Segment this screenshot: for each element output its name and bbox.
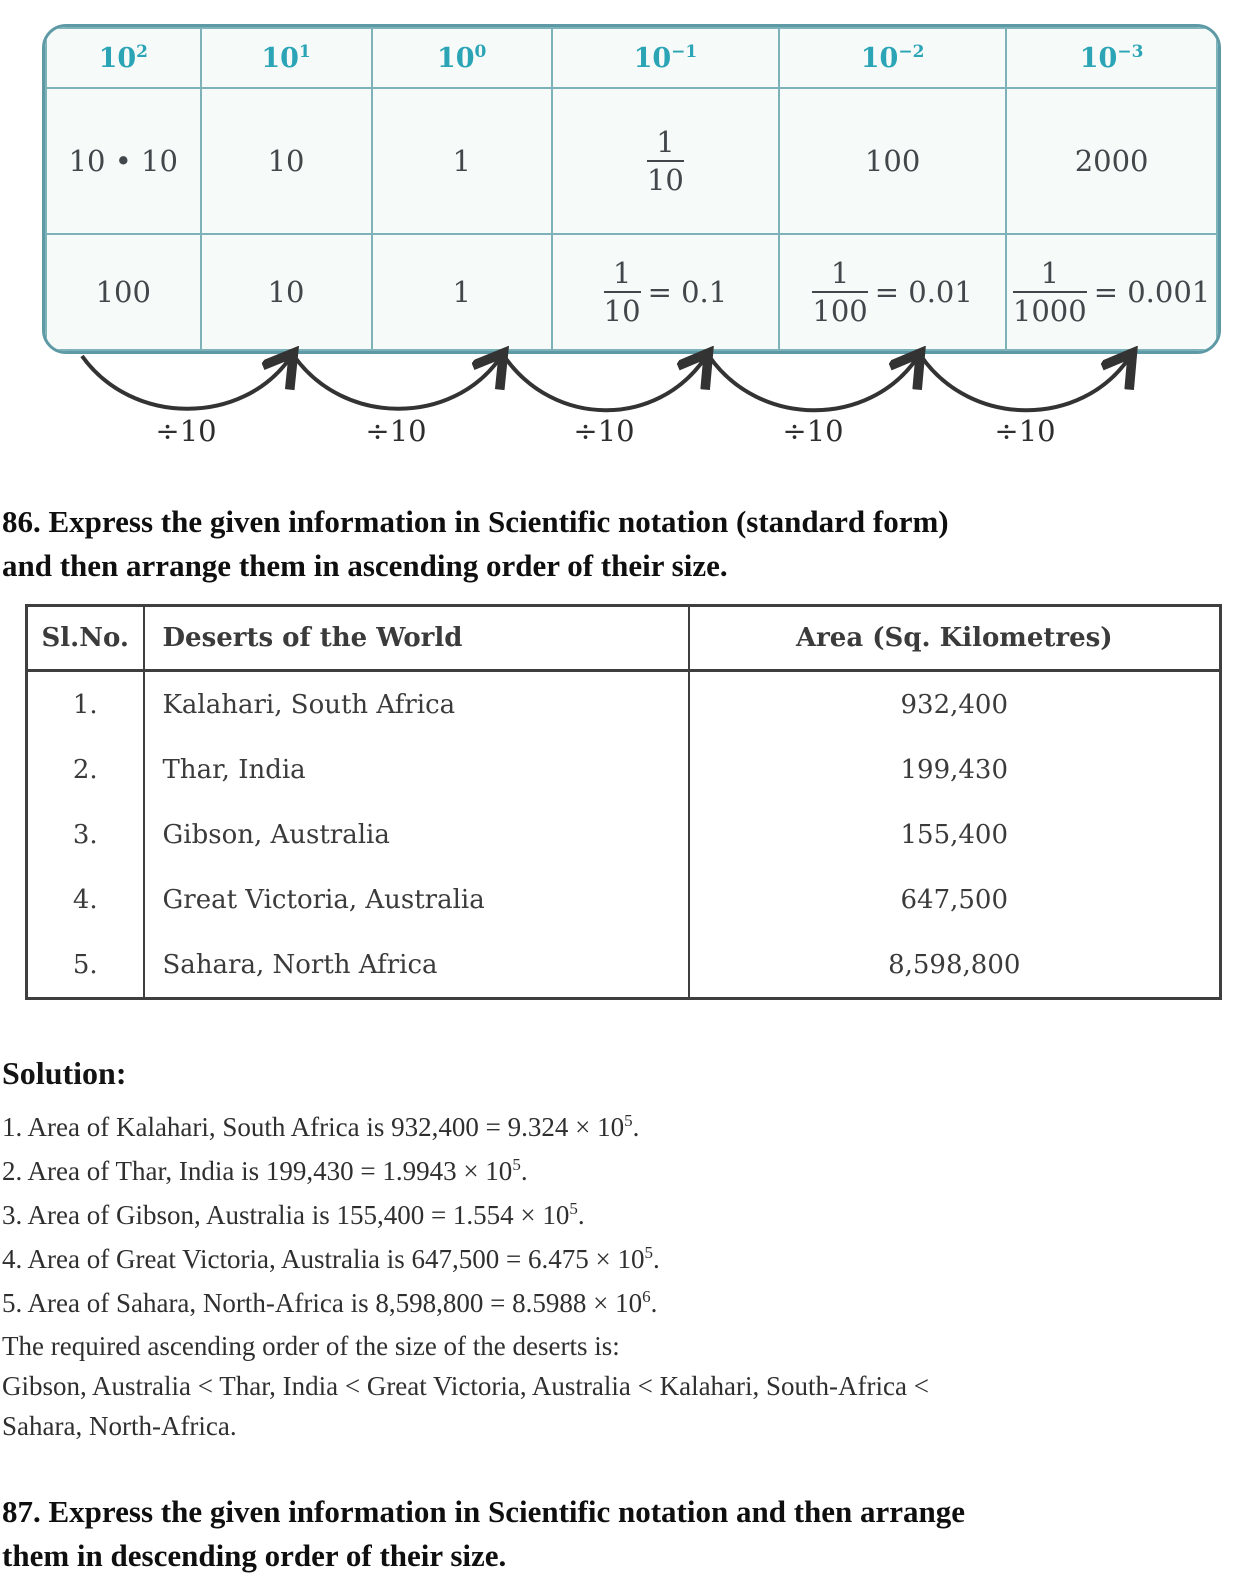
powers-of-ten-table bbox=[45, 27, 1218, 351]
powers-header-cell: $10^{-3}$ bbox=[1006, 28, 1217, 88]
fraction-equals-value: = 0.01 bbox=[874, 275, 973, 309]
powers-header-row bbox=[46, 28, 1217, 88]
fraction bbox=[812, 255, 868, 328]
powers-header-cell: $10^2$ bbox=[46, 28, 201, 88]
divide-label: ÷10 bbox=[573, 414, 635, 448]
desert-name: Thar, India bbox=[144, 737, 689, 802]
desert-area: 199,430 bbox=[689, 737, 1221, 802]
order-line-1: Gibson, Australia < Thar, India < Great Victoria, Australia < Kalahari, South-Africa < bbox=[2, 1371, 929, 1401]
powers-header-cell: $10^1$ bbox=[201, 28, 372, 88]
desert-name: Great Victoria, Australia bbox=[144, 867, 689, 932]
table-row bbox=[27, 867, 1221, 932]
solution-heading: Solution: bbox=[2, 1055, 127, 1091]
fraction bbox=[603, 255, 641, 328]
fraction-numerator: 1 bbox=[1013, 258, 1087, 293]
powers-cell-fraction bbox=[552, 234, 779, 350]
fraction-denominator: 10 bbox=[603, 294, 641, 328]
powers-header-cell: $10^{-1}$ bbox=[552, 28, 779, 88]
powers-cell-fraction bbox=[552, 88, 779, 234]
desert-name: Kalahari, South Africa bbox=[144, 671, 689, 738]
powers-cell: 10 bbox=[201, 88, 372, 234]
question-87 bbox=[2, 1490, 1242, 1578]
powers-cell: 10 bbox=[201, 234, 372, 350]
row-number: 2. bbox=[27, 737, 144, 802]
divide-label: ÷10 bbox=[155, 414, 217, 448]
solution-line: 5. Area of Sahara, North-Africa is $8,598,800 = 8.5988 \times 10^6$. bbox=[2, 1287, 658, 1318]
powers-header-cell: $10^{-2}$ bbox=[779, 28, 1006, 88]
desert-name: Gibson, Australia bbox=[144, 802, 689, 867]
powers-cell: 1 bbox=[372, 88, 552, 234]
fraction bbox=[1012, 255, 1087, 328]
powers-cell: 10 • 10 bbox=[46, 88, 201, 234]
divide-by-ten-arrows bbox=[42, 346, 1215, 464]
desert-area: 8,598,800 bbox=[689, 932, 1221, 999]
solution-line: 1. Area of Kalahari, South Africa is $932,400 = 9.324 \times 10^5$. bbox=[2, 1111, 640, 1142]
desert-area: 155,400 bbox=[689, 802, 1221, 867]
powers-cell: 2000 bbox=[1006, 88, 1217, 234]
table-row bbox=[27, 737, 1221, 802]
deserts-header-row bbox=[27, 606, 1221, 671]
powers-cell: 100 bbox=[46, 234, 201, 350]
divide-label: ÷10 bbox=[782, 414, 844, 448]
question-86-line-1: 86. Express the given information in Scientific notation (standard form) bbox=[2, 504, 949, 539]
fraction-equals-value: = 0.001 bbox=[1093, 275, 1211, 309]
powers-cell: 1 bbox=[372, 234, 552, 350]
fraction-numerator: 1 bbox=[647, 127, 684, 162]
desert-area: 932,400 bbox=[689, 671, 1221, 738]
desert-area: 647,500 bbox=[689, 867, 1221, 932]
deserts-header-slno: Sl.No. bbox=[27, 606, 144, 671]
deserts-header-name: Deserts of the World bbox=[144, 606, 689, 671]
order-line-2: Sahara, North-Africa. bbox=[2, 1411, 237, 1441]
ascending-order-paragraph bbox=[2, 1326, 929, 1446]
question-86 bbox=[2, 500, 1242, 588]
question-87-line-1: 87. Express the given information in Scientific notation and then arrange bbox=[2, 1494, 966, 1529]
powers-cell-fraction bbox=[1006, 234, 1217, 350]
powers-row-2 bbox=[46, 234, 1217, 350]
question-87-line-2: them in descending order of their size. bbox=[2, 1538, 507, 1574]
question-86-line-2: and then arrange them in ascending order of their size. bbox=[2, 548, 728, 584]
row-number: 1. bbox=[27, 671, 144, 738]
solution-line: 2. Area of Thar, India is $199,430 = 1.9943 \times 10^5$. bbox=[2, 1155, 528, 1186]
fraction-denominator: 10 bbox=[646, 163, 684, 197]
desert-name: Sahara, North Africa bbox=[144, 932, 689, 999]
fraction-equals-value: = 0.1 bbox=[647, 275, 728, 309]
table-row bbox=[27, 932, 1221, 999]
row-number: 5. bbox=[27, 932, 144, 999]
row-number: 3. bbox=[27, 802, 144, 867]
powers-cell-fraction bbox=[779, 234, 1006, 350]
table-row bbox=[27, 802, 1221, 867]
fraction-numerator: 1 bbox=[812, 258, 867, 293]
powers-header-cell: $10^0$ bbox=[372, 28, 552, 88]
solution-line: 3. Area of Gibson, Australia is $155,400 = 1.554 \times 10^5$. bbox=[2, 1199, 585, 1230]
solution-lines bbox=[2, 1102, 660, 1322]
fraction-numerator: 1 bbox=[604, 258, 641, 293]
fraction bbox=[646, 124, 684, 197]
table-row bbox=[27, 671, 1221, 738]
fraction-denominator: 1000 bbox=[1012, 294, 1087, 328]
fraction-denominator: 100 bbox=[812, 294, 868, 328]
deserts-header-area: Area (Sq. Kilometres) bbox=[689, 606, 1221, 671]
divide-label: ÷10 bbox=[365, 414, 427, 448]
row-number: 4. bbox=[27, 867, 144, 932]
powers-cell: 100 bbox=[779, 88, 1006, 234]
order-intro: The required ascending order of the size of the deserts is: bbox=[2, 1331, 620, 1361]
powers-of-ten-table-wrapper bbox=[42, 24, 1221, 354]
deserts-table bbox=[25, 604, 1222, 1000]
divide-label: ÷10 bbox=[994, 414, 1056, 448]
solution-line: 4. Area of Great Victoria, Australia is $647,500 = 6.475 \times 10^5$. bbox=[2, 1243, 660, 1274]
powers-row-1 bbox=[46, 88, 1217, 234]
